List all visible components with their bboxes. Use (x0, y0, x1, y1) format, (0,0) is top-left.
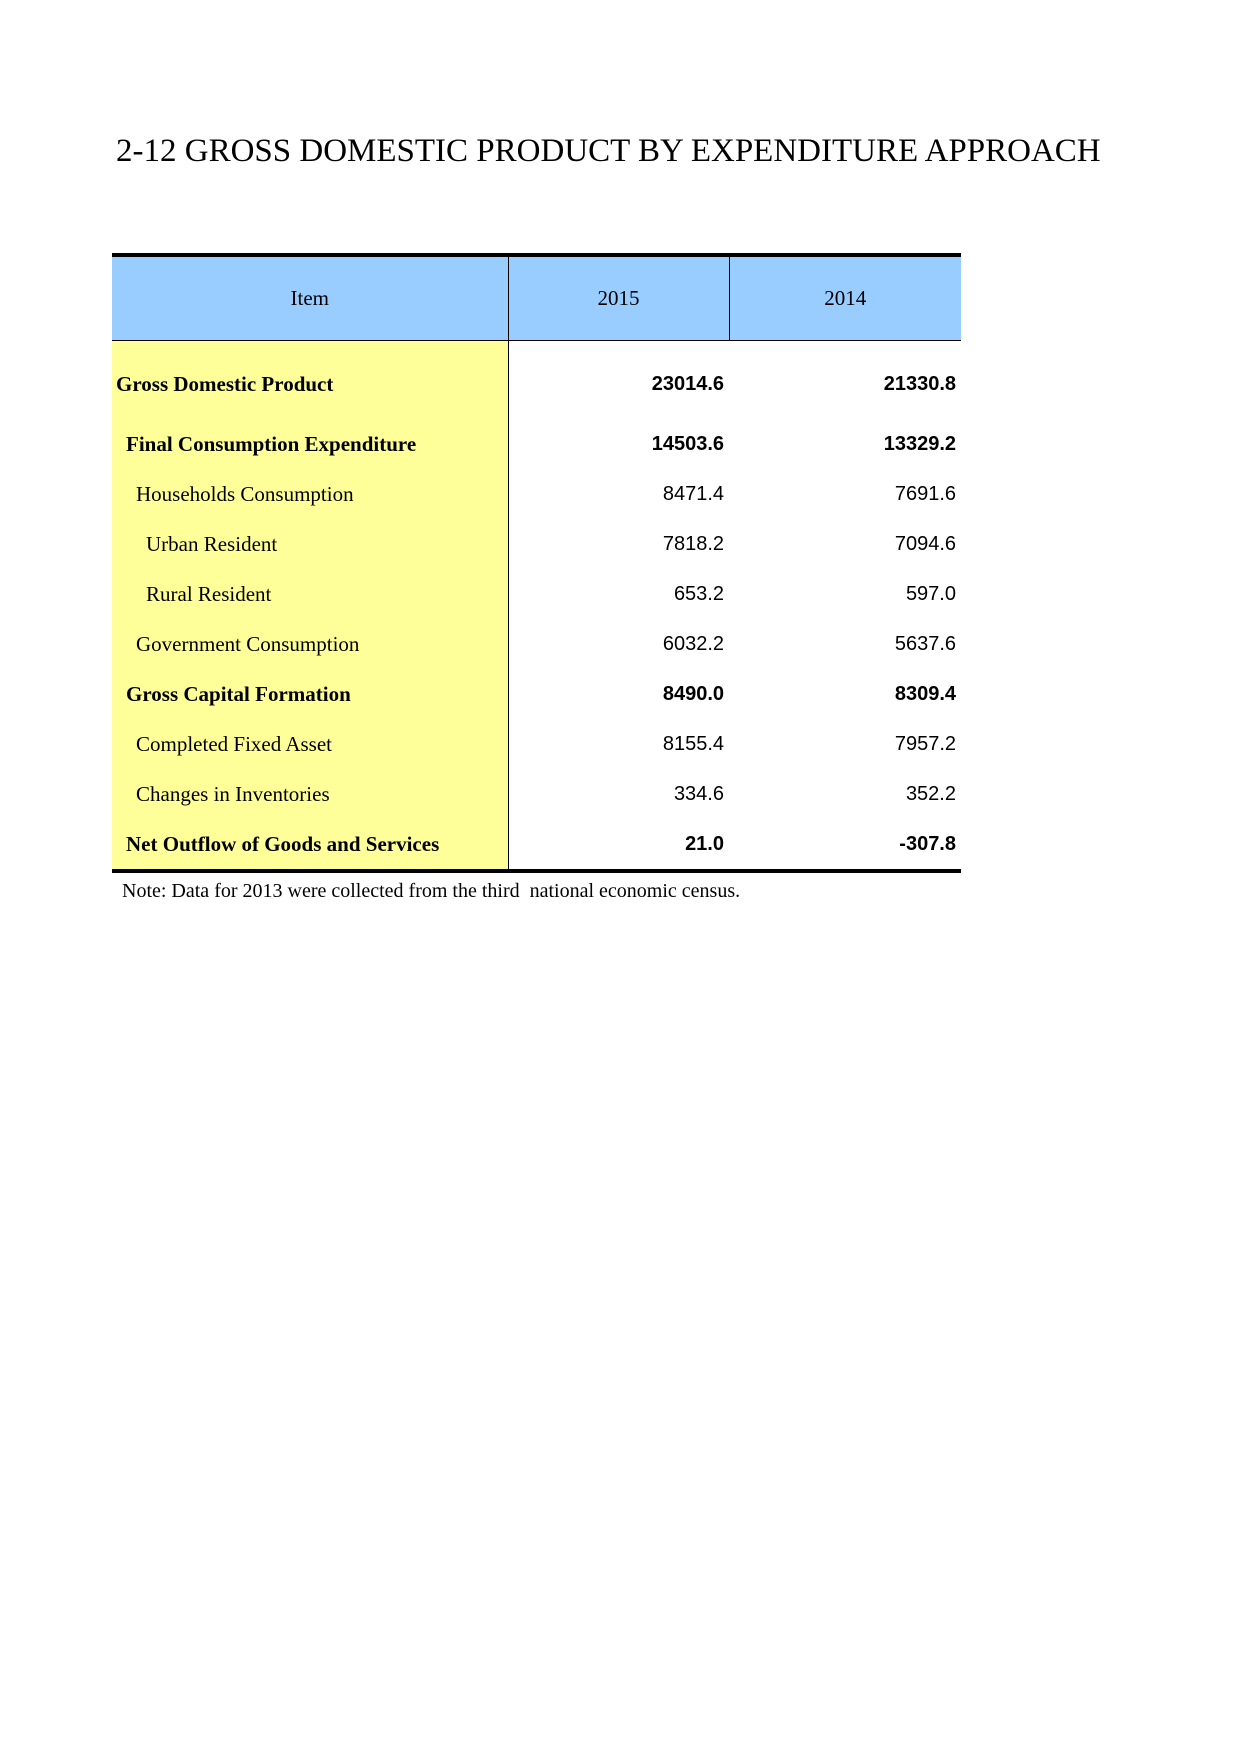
value-2014: 7094.6 (894, 532, 956, 555)
table-row (112, 769, 961, 819)
value-2015: 23014.6 (651, 372, 724, 395)
table-row (112, 469, 961, 519)
table-row (112, 419, 961, 469)
column-header-2015: 2015 (508, 255, 729, 341)
page-title-container (116, 126, 1101, 176)
row-label: Urban Resident (112, 519, 508, 569)
page-title: 2-12 GROSS DOMESTIC PRODUCT BY EXPENDITURE APPROACH (116, 133, 1101, 169)
value-2014: 7957.2 (894, 732, 956, 755)
value-2015: 334.6 (673, 782, 724, 805)
table-row (112, 519, 961, 569)
value-2014: 13329.2 (883, 432, 956, 455)
value-2015: 8155.4 (662, 732, 724, 755)
value-2014: 21330.8 (883, 372, 956, 395)
row-label: Rural Resident (112, 569, 508, 619)
gdp-table (112, 253, 961, 873)
value-2014: 597.0 (905, 582, 956, 605)
row-label: Completed Fixed Asset (112, 719, 508, 769)
row-label: Government Consumption (112, 619, 508, 669)
value-2015: 14503.6 (651, 432, 724, 455)
row-label: Gross Capital Formation (112, 669, 508, 719)
column-header-item: Item (112, 255, 508, 341)
value-2015: 8471.4 (662, 482, 724, 505)
row-label: Net Outflow of Goods and Services (112, 819, 508, 871)
row-label: Changes in Inventories (112, 769, 508, 819)
table-row (112, 669, 961, 719)
table-footnote: Note: Data for 2013 were collected from the third national economic census. (122, 880, 741, 902)
table-row (112, 719, 961, 769)
value-2015: 8490.0 (662, 682, 724, 705)
table-row (112, 341, 961, 420)
value-2014: 8309.4 (894, 682, 956, 705)
value-2015: 7818.2 (662, 532, 724, 555)
value-2014: 7691.6 (894, 482, 956, 505)
row-label: Gross Domestic Product (112, 341, 508, 420)
value-2015: 21.0 (508, 819, 729, 871)
value-2015: 6032.2 (662, 632, 724, 655)
value-2014: -307.8 (729, 819, 961, 871)
row-label: Households Consumption (112, 469, 508, 519)
value-2014: 5637.6 (894, 632, 956, 655)
table-header-row (112, 255, 961, 341)
value-2015: 653.2 (673, 582, 724, 605)
column-header-2014: 2014 (729, 255, 961, 341)
table-row (112, 569, 961, 619)
row-label: Final Consumption Expenditure (112, 419, 508, 469)
value-2014: 352.2 (905, 782, 956, 805)
table-row (112, 619, 961, 669)
table-row (112, 819, 961, 871)
